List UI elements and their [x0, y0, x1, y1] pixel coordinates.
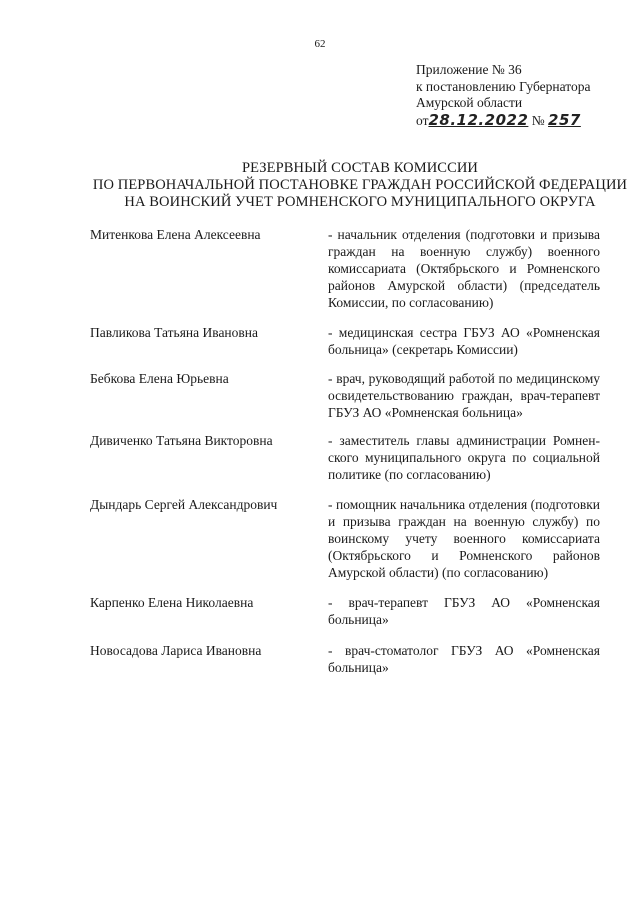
member-role: - медицинская сестра ГБУЗ АО «Ромненская больница» (секретарь Комиссии): [328, 325, 600, 357]
member-name: Новосадова Лариса Ивановна: [90, 643, 262, 658]
member-name: Митенкова Елена Алексеевна: [90, 227, 261, 242]
member-role: - начальник отделения (подготовки и призыва граждан на военную службу) военного комиссариата (Октябрьского и Ромненского районов Амурской области) (председатель Комиссии, по согласованию): [328, 227, 600, 310]
appendix-decree-reference: к постановлению Губернатора: [416, 78, 591, 94]
member-name: Дивиченко Татьяна Викторовна: [90, 433, 273, 448]
member-role: - врач-стоматолог ГБУЗ АО «Ромненская больница»: [328, 643, 600, 675]
title-line-2: ПО ПЕРВОНАЧАЛЬНОЙ ПОСТАНОВКЕ ГРАЖДАН РОССИЙСКОЙ ФЕДЕРАЦИИ: [92, 177, 628, 193]
appendix-region: Амурской области: [416, 95, 523, 110]
handwritten-date: 28.12.2022: [428, 110, 529, 129]
member-name: Павликова Татьяна Ивановна: [90, 325, 258, 340]
handwritten-number: 257: [548, 110, 581, 129]
page-number: 62: [314, 38, 326, 50]
number-prefix: №: [531, 112, 545, 128]
appendix-number: Приложение № 36: [416, 62, 522, 77]
member-name: Карпенко Елена Николаевна: [90, 595, 254, 610]
member-name: Бебкова Елена Юрьевна: [90, 371, 229, 386]
member-name: Дындарь Сергей Александрович: [90, 497, 278, 512]
member-role: - врач-терапевт ГБУЗ АО «Ромненская больница»: [328, 595, 600, 627]
member-role: - заместитель главы администрации Ромненского муниципального округа по социальной политике (по согласованию): [328, 433, 600, 482]
date-prefix: от: [416, 112, 429, 128]
title-line-1: РЕЗЕРВНЫЙ СОСТАВ КОМИССИИ: [242, 160, 478, 176]
member-role: - врач, руководящий работой по медицинскому освидетельствованию граждан, врач-терапевт ГБУЗ АО «Ромненская больница»: [328, 371, 600, 420]
title-line-3: НА ВОИНСКИЙ УЧЕТ РОМНЕНСКОГО МУНИЦИПАЛЬНОГО ОКРУГА: [124, 194, 596, 210]
member-role: - помощник начальника отделения (подготовки и призыва граждан на военную службу) по воинскому учету военного комиссариата (Октябрьского и Ромненского районов Амурской области) (по согласованию): [328, 497, 600, 580]
